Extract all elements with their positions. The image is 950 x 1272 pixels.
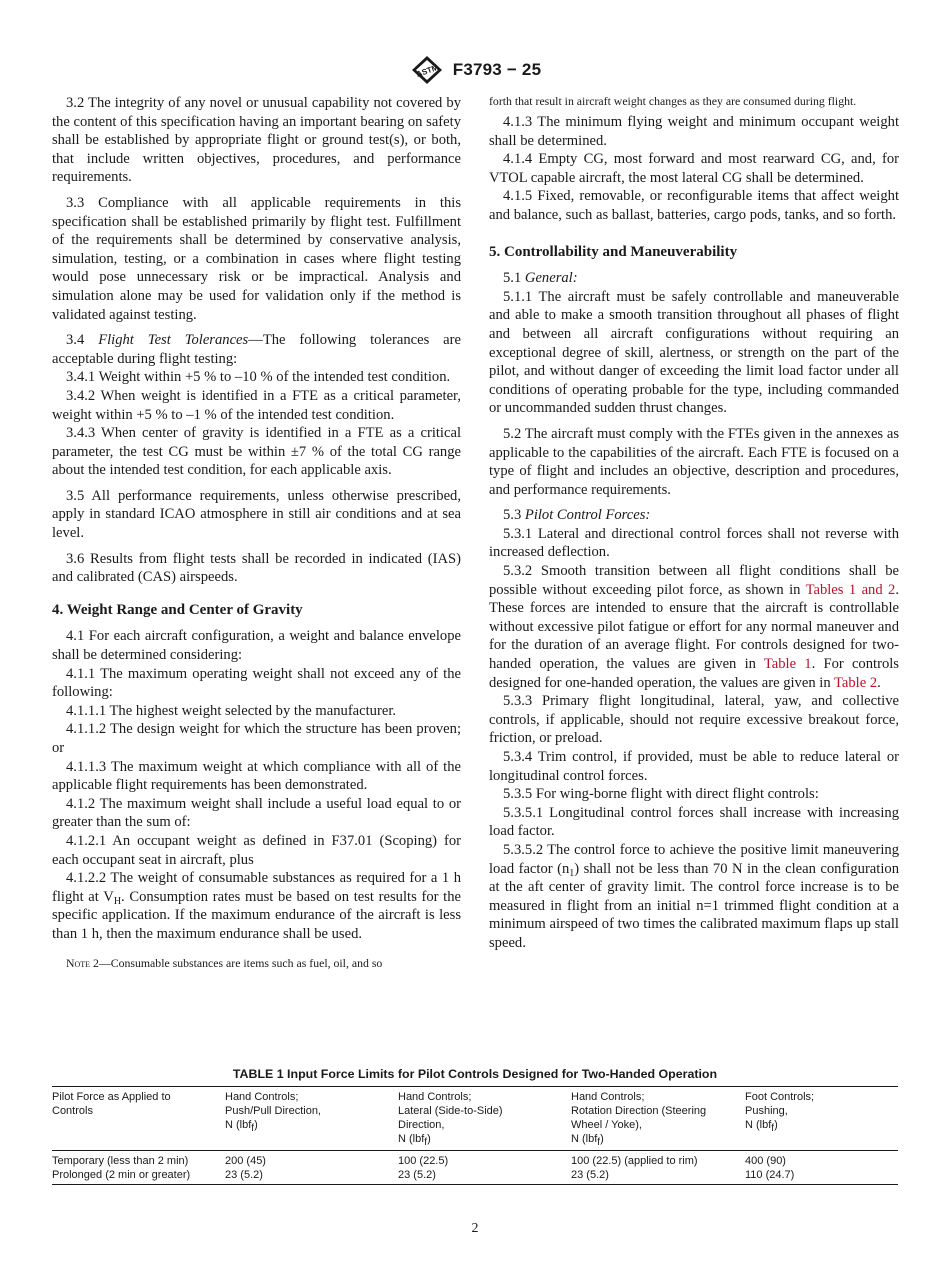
section-5-heading: 5. Controllability and Maneuverability [489, 243, 738, 260]
astm-logo-text: ASTM [414, 62, 440, 80]
header-cell-rotation [571, 1090, 745, 1146]
para-4-1-2: 4.1.2 The maximum weight shall include a useful load equal to or greater than the sum of: [52, 795, 461, 831]
header-line: Foot Controls; [745, 1091, 815, 1103]
para-3-3: 3.3 Compliance with all applicable requirements in this specification shall be established primarily by flight test. Fulfillment of the requirements shall be determined by conservative analysis, simulation, testing, or a combination in cases where flight testing would pose unnecessary risk or be impractical. Analysis and simulation alone may be used for validation only if the method is validated against testing. [52, 194, 461, 323]
header-unit: N (lbf$_f$) [745, 1119, 778, 1134]
header-line: Rotation Direction (Steering [571, 1105, 707, 1117]
para-5-3-3: 5.3.3 Primary flight longitudinal, lateral, yaw, and collective controls, if applicable, should not require excessive breakout force, friction, or preload. [489, 693, 899, 747]
para-4-1-2-2-b: . Consumption rates must be based on test results for the specific application. If the maximum endurance of the aircraft is less than 1 h, then the maximum endurance shall be used. [52, 888, 461, 942]
para-3-4-1: 3.4.1 Weight within +5 % to –10 % of the intended test condition. [66, 369, 451, 386]
page-header [0, 55, 950, 85]
para-3-5: 3.5 All performance requirements, unless otherwise prescribed, apply in standard ICAO atmosphere in still air conditions and at sea level. [52, 487, 461, 542]
header-unit: N (lbf$_f$) [398, 1133, 431, 1148]
para-3-6: 3.6 Results from flight tests shall be recorded in indicated (IAS) and calibrated (CAS) airspeeds. [52, 550, 461, 586]
table-1-title: TABLE 1 Input Force Limits for Pilot Controls Designed for Two-Handed Operation [232, 1067, 718, 1081]
para-5-1 [489, 269, 899, 288]
right-column [489, 94, 899, 953]
header-line: Push/Pull Direction, [225, 1105, 321, 1117]
header-cell-push-pull [225, 1090, 398, 1146]
header-line: Hand Controls; [398, 1091, 472, 1103]
para-5-3-2 [489, 562, 899, 692]
note-text: 2—Consumable substances are items such as fuel, oil, and so [90, 955, 383, 970]
para-4-1-2-2-a: 4.1.2.2 The weight of consumable substances as required for a 1 h flight at V [52, 870, 461, 905]
left-column [52, 94, 461, 971]
table-bottom-rule [52, 1184, 898, 1185]
vh-subscript: H [113, 895, 122, 907]
astm-logo-icon [409, 55, 445, 85]
para-5-3-2-d: . [877, 674, 881, 691]
para-4-1-3: 4.1.3 The minimum flying weight and minimum occupant weight shall be determined. [489, 114, 899, 149]
table-row [52, 1168, 898, 1182]
header-line: Pushing, [745, 1105, 788, 1117]
para-4-1-1-1: 4.1.1.1 The highest weight selected by the manufacturer. [66, 702, 397, 719]
table-body [52, 1151, 898, 1184]
table-cell: Prolonged (2 min or greater) [52, 1169, 191, 1181]
table-cell: Temporary (less than 2 min) [52, 1155, 189, 1167]
para-3-2: 3.2 The integrity of any novel or unusual capability not covered by the content of this specification having an important bearing on safety shall be established by appropriate flight or ground test(s), or both, that include written objectives, procedures, and performance requirements. [52, 95, 461, 186]
para-4-1-2-1: 4.1.2.1 An occupant weight as defined in F37.01 (Scoping) for each occupant seat in aircraft, plus [52, 832, 461, 868]
para-3-4 [52, 331, 461, 368]
para-5-3-num: 5.3 [503, 507, 522, 524]
section-4-heading: 4. Weight Range and Center of Gravity [52, 601, 303, 618]
header-cell-foot [745, 1090, 898, 1146]
para-5-3-5-2-a: 5.3.5.2 The control force to achieve the positive limit maneuvering load factor (n [489, 841, 899, 877]
tables-1-and-2-link[interactable]: Tables 1 and 2 [805, 581, 896, 598]
header-line: Direction, [398, 1119, 445, 1131]
para-5-3-5-2-b: ) shall not be less than 70 N in the clean configuration at the aft center of gravity limit. The control force increase is to be measured in flight from an initial n=1 trimmed flight condition at a minimum airspeed of two times the calibrated maximum flaps up stall speed. [489, 860, 899, 951]
table-cell: 110 (24.7) [745, 1169, 795, 1181]
para-5-1-1: 5.1.1 The aircraft must be safely controllable and maneuverable and able to make a smooth transition throughout all phases of flight and between all aircraft configurations without requiring an exceptional degree of skill, alertness, or strength on the part of the pilot, and without danger of exceeding the limit load factor under all conditions of operating probable for the type, including commanded or uncommanded sudden thrust changes. [489, 288, 899, 417]
header-line: Controls [52, 1105, 93, 1117]
para-4-1: 4.1 For each aircraft configuration, a weight and balance envelope shall be determined considering: [52, 628, 461, 664]
para-5-2: 5.2 The aircraft must comply with the FTEs given in the annexes as applicable to the capabilities of the aircraft. Each FTE is focused on a type of flight and includes an objective, description and procedures, and performance requirements. [489, 425, 899, 498]
header-cell-lateral [398, 1090, 571, 1146]
header-line: Lateral (Side-to-Side) [398, 1105, 503, 1117]
para-5-3-5-2 [489, 841, 899, 953]
para-4-1-4: 4.1.4 Empty CG, most forward and most rearward CG, and, for VTOL capable aircraft, the most lateral CG shall be determined. [489, 151, 899, 186]
para-5-3-5: 5.3.5 For wing-borne flight with direct flight controls: [503, 786, 819, 803]
para-4-1-1-3: 4.1.1.3 The maximum weight at which compliance with all of the applicable flight requirements has been demonstrated. [52, 758, 461, 794]
para-3-4-text: —The following tolerances are acceptable during flight testing: [52, 332, 461, 367]
para-3-4-2: 3.4.2 When weight is identified in a FTE as a critical parameter, weight within +5 % to –1 % of the intended test condition. [52, 387, 461, 423]
para-5-3-5-1: 5.3.5.1 Longitudinal control forces shall increase with increasing load factor. [489, 804, 899, 840]
header-line: Pilot Force as Applied to [52, 1091, 171, 1103]
para-5-3-2-b: . These forces are intended to ensure that the aircraft is controllable without excessive pilot fatigue or effort for any normal maneuver and for the duration of an average flight. For controls designed for two-handed operation, the values are given in [489, 581, 900, 673]
table-2-link[interactable]: Table 2 [834, 674, 878, 691]
para-5-3 [489, 506, 899, 525]
page-number: 2 [471, 1221, 479, 1236]
table-cell: 200 (45) [225, 1155, 266, 1167]
header-unit: N (lbf$_f$) [225, 1119, 258, 1134]
table-cell: 23 (5.2) [225, 1169, 263, 1181]
table-cell: 100 (22.5) [398, 1155, 449, 1167]
note-2-continued: forth that result in aircraft weight changes as they are consumed during flight. [489, 94, 857, 108]
table-1 [52, 1086, 898, 1185]
para-3-4-3: 3.4.3 When center of gravity is identified in a FTE as a critical parameter, the test CG must be within ±7 % of the total CG range about the intended test condition, for each applicable axis. [52, 425, 461, 479]
para-5-3-2-c: . For controls designed for one-handed operation, the values are given in [489, 656, 899, 691]
note-label: Note [66, 955, 91, 970]
para-5-3-2-a: 5.3.2 Smooth transition between all flight conditions shall be possible without exceeding pilot force, as shown in [489, 563, 899, 598]
header-line: Hand Controls; [571, 1091, 645, 1103]
para-5-3-1: 5.3.1 Lateral and directional control forces shall not reverse with increased deflection. [489, 525, 899, 561]
para-4-1-1-2: 4.1.1.2 The design weight for which the structure has been proven; or [52, 721, 461, 756]
table-cell: 100 (22.5) (applied to rim) [571, 1155, 698, 1167]
para-3-4-title: Flight Test Tolerances [98, 332, 249, 349]
header-line: Hand Controls; [225, 1091, 299, 1103]
table-cell: 23 (5.2) [398, 1169, 436, 1181]
header-unit: N (lbf$_f$) [571, 1133, 604, 1148]
table-row [52, 1154, 898, 1168]
header-line: Wheel / Yoke), [571, 1119, 642, 1131]
n1-subscript: 1 [569, 867, 575, 879]
para-5-1-title: General: [524, 270, 578, 287]
para-4-1-2-2 [52, 869, 461, 943]
table-1-link[interactable]: Table 1 [763, 656, 812, 673]
para-4-1-5: 4.1.5 Fixed, removable, or reconfigurable items that affect weight and balance, such as ballast, batteries, cargo pods, tanks, and so forth. [489, 188, 899, 223]
table-cell: 23 (5.2) [571, 1169, 609, 1181]
para-3-4-num: 3.4 [66, 332, 85, 349]
table-header-row [52, 1087, 898, 1150]
note-2 [52, 956, 461, 971]
para-5-3-title: Pilot Control Forces: [524, 507, 651, 524]
header-cell-pilot-force [52, 1090, 225, 1146]
table-cell: 400 (90) [745, 1155, 786, 1167]
standard-designation: F3793 − 25 [452, 60, 542, 79]
para-4-1-1: 4.1.1 The maximum operating weight shall not exceed any of the following: [52, 665, 461, 701]
para-5-1-num: 5.1 [503, 270, 522, 287]
para-5-3-4: 5.3.4 Trim control, if provided, must be able to reduce lateral or longitudinal control forces. [489, 749, 899, 784]
